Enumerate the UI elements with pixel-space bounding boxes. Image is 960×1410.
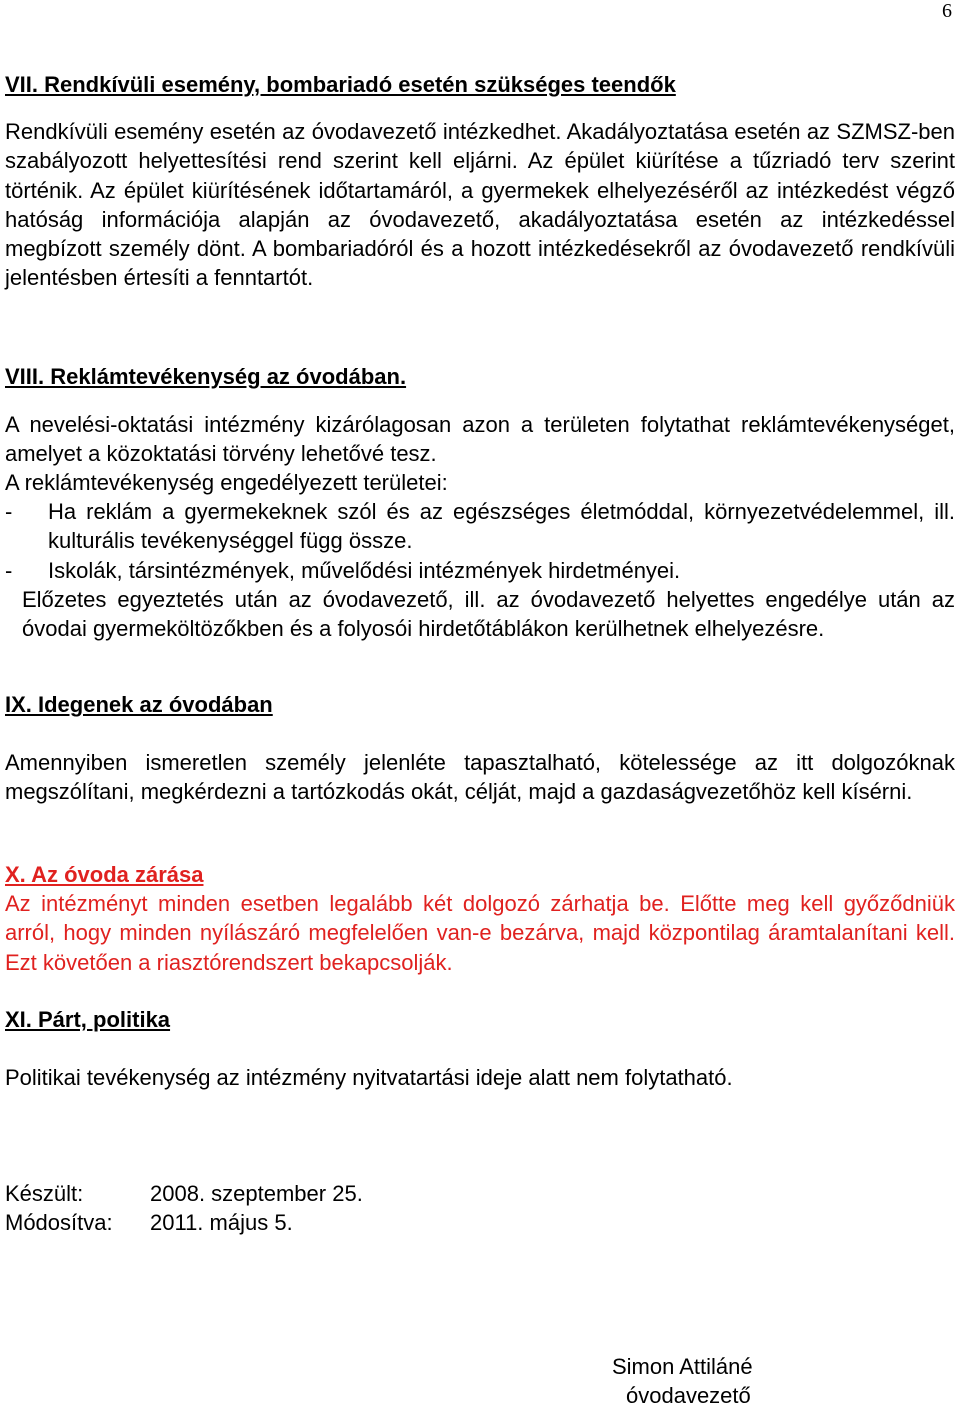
bullet-marker: - xyxy=(5,558,13,583)
section-11-paragraph: Politikai tevékenység az intézmény nyitvatartási ideje alatt nem folytatható. xyxy=(5,1065,733,1090)
bullet-text: Ha reklám a gyermekeknek szól és az egészséges életmóddal, környezetvédelemmel, ill. kulturális tevékenységgel függ össze. xyxy=(48,499,955,554)
modified-value: 2011. május 5. xyxy=(150,1210,293,1235)
page-number: 6 xyxy=(942,0,952,22)
created-row xyxy=(5,1179,363,1208)
modified-label: Módosítva: xyxy=(5,1210,113,1235)
section-9-paragraph: Amennyiben ismeretlen személy jelenléte tapasztalható, kötelessége az itt dolgozóknak megszólítani, megkérdezni a tartózkodás okát, célját, majd a gazdaságvezetőhöz kell kísérni. xyxy=(5,750,955,805)
signature-role: óvodavezető xyxy=(626,1383,751,1408)
section-8-paragraph-1: A nevelési-oktatási intézmény kizárólagosan azon a területen folytathat reklámtevékenységet, amelyet a közoktatási törvény lehetővé tesz. xyxy=(5,412,955,467)
created-value: 2008. szeptember 25. xyxy=(150,1181,363,1206)
section-10-paragraph: Az intézményt minden esetben legalább két dolgozó zárhatja be. Előtte meg kell győződniük arról, hogy minden nyílászáró megfelelően van-e bezárva, majd központilag áramtalanítani kell. Ezt követően a riasztórendszert bekapcsolják. xyxy=(5,891,955,975)
section-8-bullet-2 xyxy=(5,556,955,585)
bullet-text: Iskolák, társintézmények, művelődési intézmények hirdetményei. xyxy=(48,558,681,583)
created-label: Készült: xyxy=(5,1181,84,1206)
section-8-bullet-1 xyxy=(5,497,955,556)
section-8-paragraph-2: A reklámtevékenység engedélyezett területei: xyxy=(5,470,448,495)
modified-row xyxy=(5,1208,293,1237)
section-8-title: VIII. Reklámtevékenység az óvodában. xyxy=(5,364,407,389)
section-7-paragraph: Rendkívüli esemény esetén az óvodavezető intézkedhet. Akadályoztatása esetén az SZMSZ-ben szabályozott helyettesítési rend szerint kell eljárni. Az épület kiürítése a tűzriadó terv szerint történik. Az épület kiürítésének időtartamáról, a gyermekek elhelyezéséről az intézkedést végző hatóság információja alapján az óvodavezető, akadályoztatása esetén az intézkedéssel megbízott személy dönt. A bombariadóról és a hozott intézkedésekről az óvodavezető rendkívüli jelentésben értesíti a fenntartót. xyxy=(5,119,955,291)
signature-block xyxy=(612,1352,812,1410)
signature-name: Simon Attiláné xyxy=(612,1354,753,1379)
bullet-marker: - xyxy=(5,499,13,524)
section-9-title: IX. Idegenek az óvodában xyxy=(5,692,273,717)
section-8-paragraph-3: Előzetes egyeztetés után az óvodavezető, ill. az óvodavezető helyettes engedélye után az óvodai gyermeköltözőkben és a folyosói hirdetőtáblákon kerülhetnek elhelyezésre. xyxy=(22,587,955,642)
section-7-title: VII. Rendkívüli esemény, bombariadó esetén szükséges teendők xyxy=(5,72,676,97)
section-10-title: X. Az óvoda zárása xyxy=(5,862,204,887)
section-11-title: XI. Párt, politika xyxy=(5,1007,171,1032)
